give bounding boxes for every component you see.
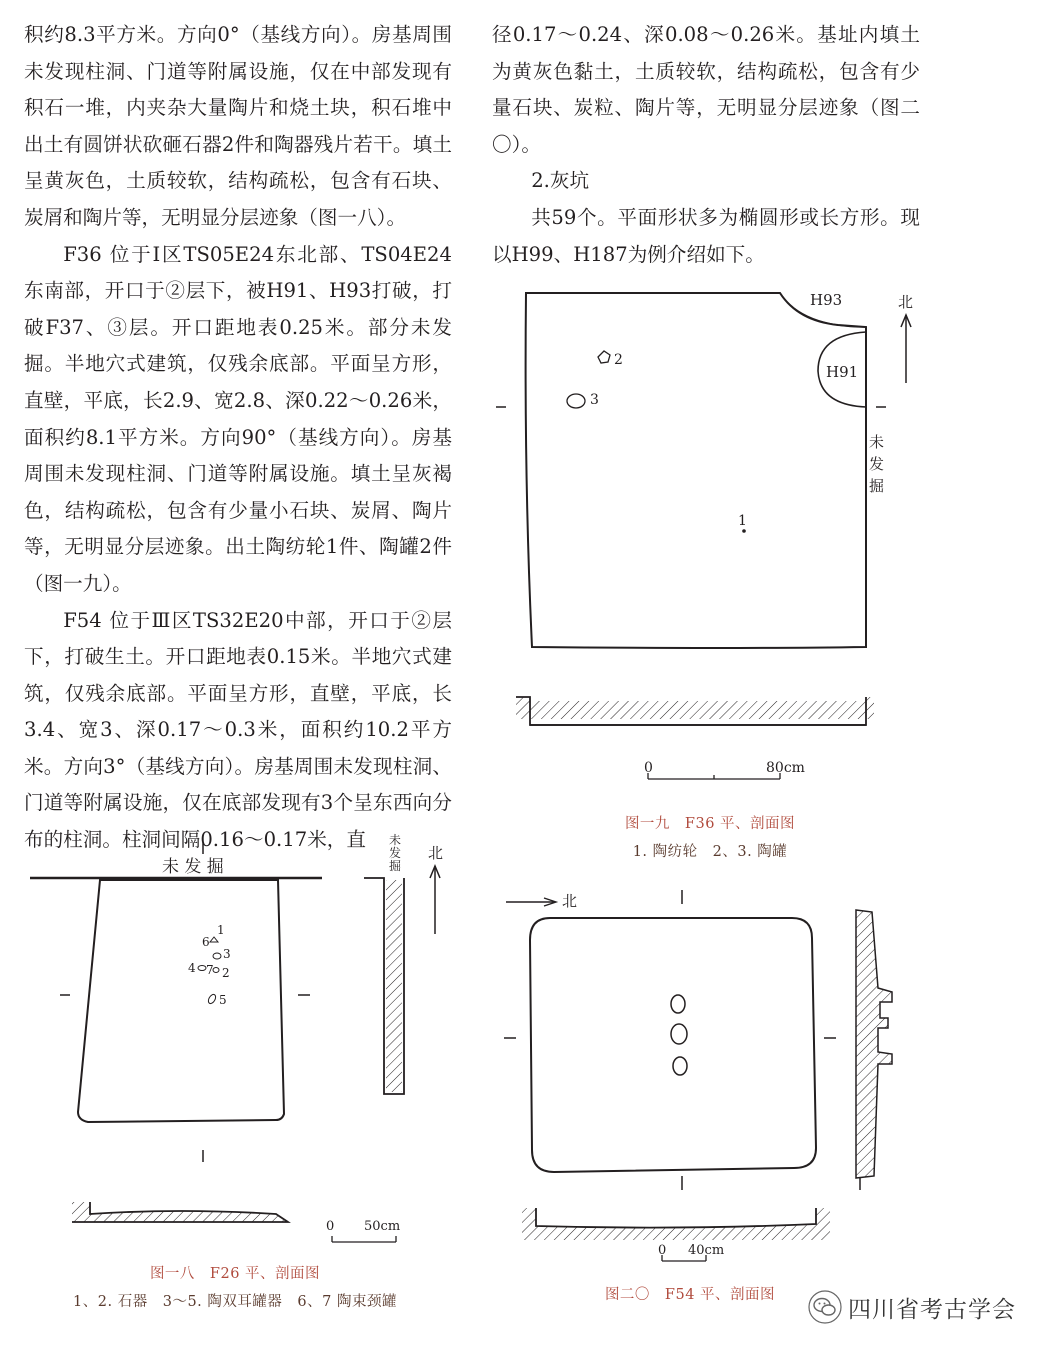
figure-20-f54-plan bbox=[500, 878, 920, 1268]
h91-label: H91 bbox=[826, 363, 859, 381]
paragraph-f26-end: 积约8.3平方米。方向0°（基线方向）。房基周围未发现柱洞、门道等附属设施，仅在中部发现有积石一堆，内夹杂大量陶片和烧土块，积石堆中出土有圆饼状砍砸石器2件和陶器残片若干。填土呈黄灰色，土质较软，结构疏松，包含有石块、炭屑和陶片等，无明显分层迹象（图一八）。 bbox=[24, 23, 452, 229]
find-4-icon bbox=[198, 966, 206, 971]
paragraph-ash-pits-intro: 共59个。平面形状多为椭圆形或长方形。现以H99、H187为例介绍如下。 bbox=[492, 205, 920, 266]
find-label-4: 4 bbox=[188, 961, 196, 975]
scale-end: 40cm bbox=[688, 1243, 725, 1258]
f36-plan-outline bbox=[526, 293, 866, 648]
find-2-pottery-jar-icon bbox=[598, 351, 610, 363]
figure-18-legend: 1、2. 石器 3～5. 陶双耳罐器 6、7 陶束颈罐 bbox=[73, 1294, 397, 1310]
find-3-label: 3 bbox=[590, 392, 599, 408]
figure-19-legend: 1. 陶纺轮 2、3. 陶罐 bbox=[632, 844, 788, 860]
wechat-icon bbox=[808, 1290, 842, 1324]
scale-start: 0 bbox=[658, 1243, 667, 1258]
unexcavated-top-label: 未 发 掘 bbox=[162, 857, 224, 877]
right-text-column bbox=[492, 17, 920, 273]
watermark bbox=[808, 1284, 1040, 1330]
figure-18-f26-plan bbox=[20, 830, 460, 1260]
find-3-icon bbox=[213, 953, 221, 959]
find-label-3: 3 bbox=[223, 947, 231, 961]
find-2-label: 2 bbox=[614, 352, 623, 368]
section-hatching-right bbox=[866, 697, 874, 719]
finds-cluster bbox=[188, 923, 231, 1007]
figure-19-f36-plan bbox=[480, 275, 940, 805]
figure-19-caption: 图一九 F36 平、剖面图 bbox=[624, 816, 796, 832]
f54-plan-outline bbox=[530, 918, 816, 1172]
h93-label: H93 bbox=[810, 291, 843, 309]
north-label: 北 bbox=[428, 844, 444, 862]
scale-end: 80cm bbox=[766, 760, 805, 776]
scale-start: 0 bbox=[644, 760, 653, 776]
figure-20-caption: 图二〇 F54 平、剖面图 bbox=[604, 1287, 776, 1303]
figure-18-caption: 图一八 F26 平、剖面图 bbox=[149, 1266, 321, 1282]
find-1-spindle-whorl-icon bbox=[742, 529, 746, 533]
section-hatching-bottom bbox=[530, 701, 866, 719]
find-3-pottery-jar-icon bbox=[567, 394, 585, 408]
find-6-icon bbox=[210, 937, 218, 942]
side-section-profile bbox=[856, 910, 892, 1178]
post-hole-1 bbox=[671, 995, 685, 1013]
left-text-column bbox=[24, 17, 452, 859]
find-7-icon bbox=[213, 968, 219, 973]
find-5-icon bbox=[207, 993, 217, 1005]
side-section-hatching bbox=[386, 880, 402, 1092]
find-label-7: 7 bbox=[206, 963, 214, 977]
paragraph-f54-end: 径0.17～0.24、深0.08～0.26米。基址内填土为黄灰色黏土，土质较软，结构疏松，包含有少量石块、炭粒、陶片等，无明显分层迹象（图二〇）。 bbox=[492, 23, 920, 156]
find-1-label: 1 bbox=[738, 513, 747, 529]
find-label-5: 5 bbox=[219, 993, 227, 1007]
section-hatching-left bbox=[516, 697, 530, 719]
find-label-6: 6 bbox=[202, 935, 210, 949]
bottom-section-hatching bbox=[522, 1208, 830, 1240]
unexcavated-side-label: 未发掘 bbox=[389, 833, 402, 873]
post-hole-2 bbox=[671, 1024, 687, 1044]
north-label: 北 bbox=[898, 293, 914, 311]
paragraph-f36: F36 位于Ⅰ区TS05E24东北部、TS04E24东南部，开口于②层下，被H91、H93打破，打破F37、③层。开口距地表0.25米。部分未发掘。半地穴式建筑，仅残余底部。平面呈方形，直壁，平底，长2.9、宽2.8、深0.22～0.26米，面积约8.1平方米。方向90°（基线方向）。房基周围未发现柱洞、门道等附属设施。填土呈灰褐色，结构疏松，包含有少量小石块、炭屑、陶片等，无明显分层迹象。出土陶纺轮1件、陶罐2件（图一九）。 bbox=[24, 242, 452, 595]
paragraph-f54: F54 位于Ⅲ区TS32E20中部，开口于②层下，打破生土。开口距地表0.15米。半地穴式建筑，仅残余底部。平面呈方形，直壁，平底，长3.4、宽3、深0.17～0.3米，面积约10.2平方米。方向3°（基线方向）。房基周围未发现柱洞、门道等附属设施，仅在底部发现有3个呈东西向分布的柱洞。柱洞间隔0.16～0.17米，直 bbox=[24, 608, 452, 852]
scale-end: 50cm bbox=[364, 1219, 401, 1234]
watermark-text: 四川省考古学会 bbox=[848, 1296, 1016, 1323]
f26-plan-outline bbox=[78, 880, 284, 1122]
find-label-2: 2 bbox=[222, 966, 230, 980]
north-label: 北 bbox=[562, 892, 578, 910]
section-heading-ash-pits: 2.灰坑 bbox=[531, 169, 590, 193]
find-label-1: 1 bbox=[217, 923, 225, 937]
scale-start: 0 bbox=[326, 1219, 335, 1234]
unexcavated-label: 未发掘 bbox=[869, 433, 885, 495]
post-hole-3 bbox=[673, 1057, 687, 1075]
bottom-section-profile bbox=[536, 1208, 816, 1228]
